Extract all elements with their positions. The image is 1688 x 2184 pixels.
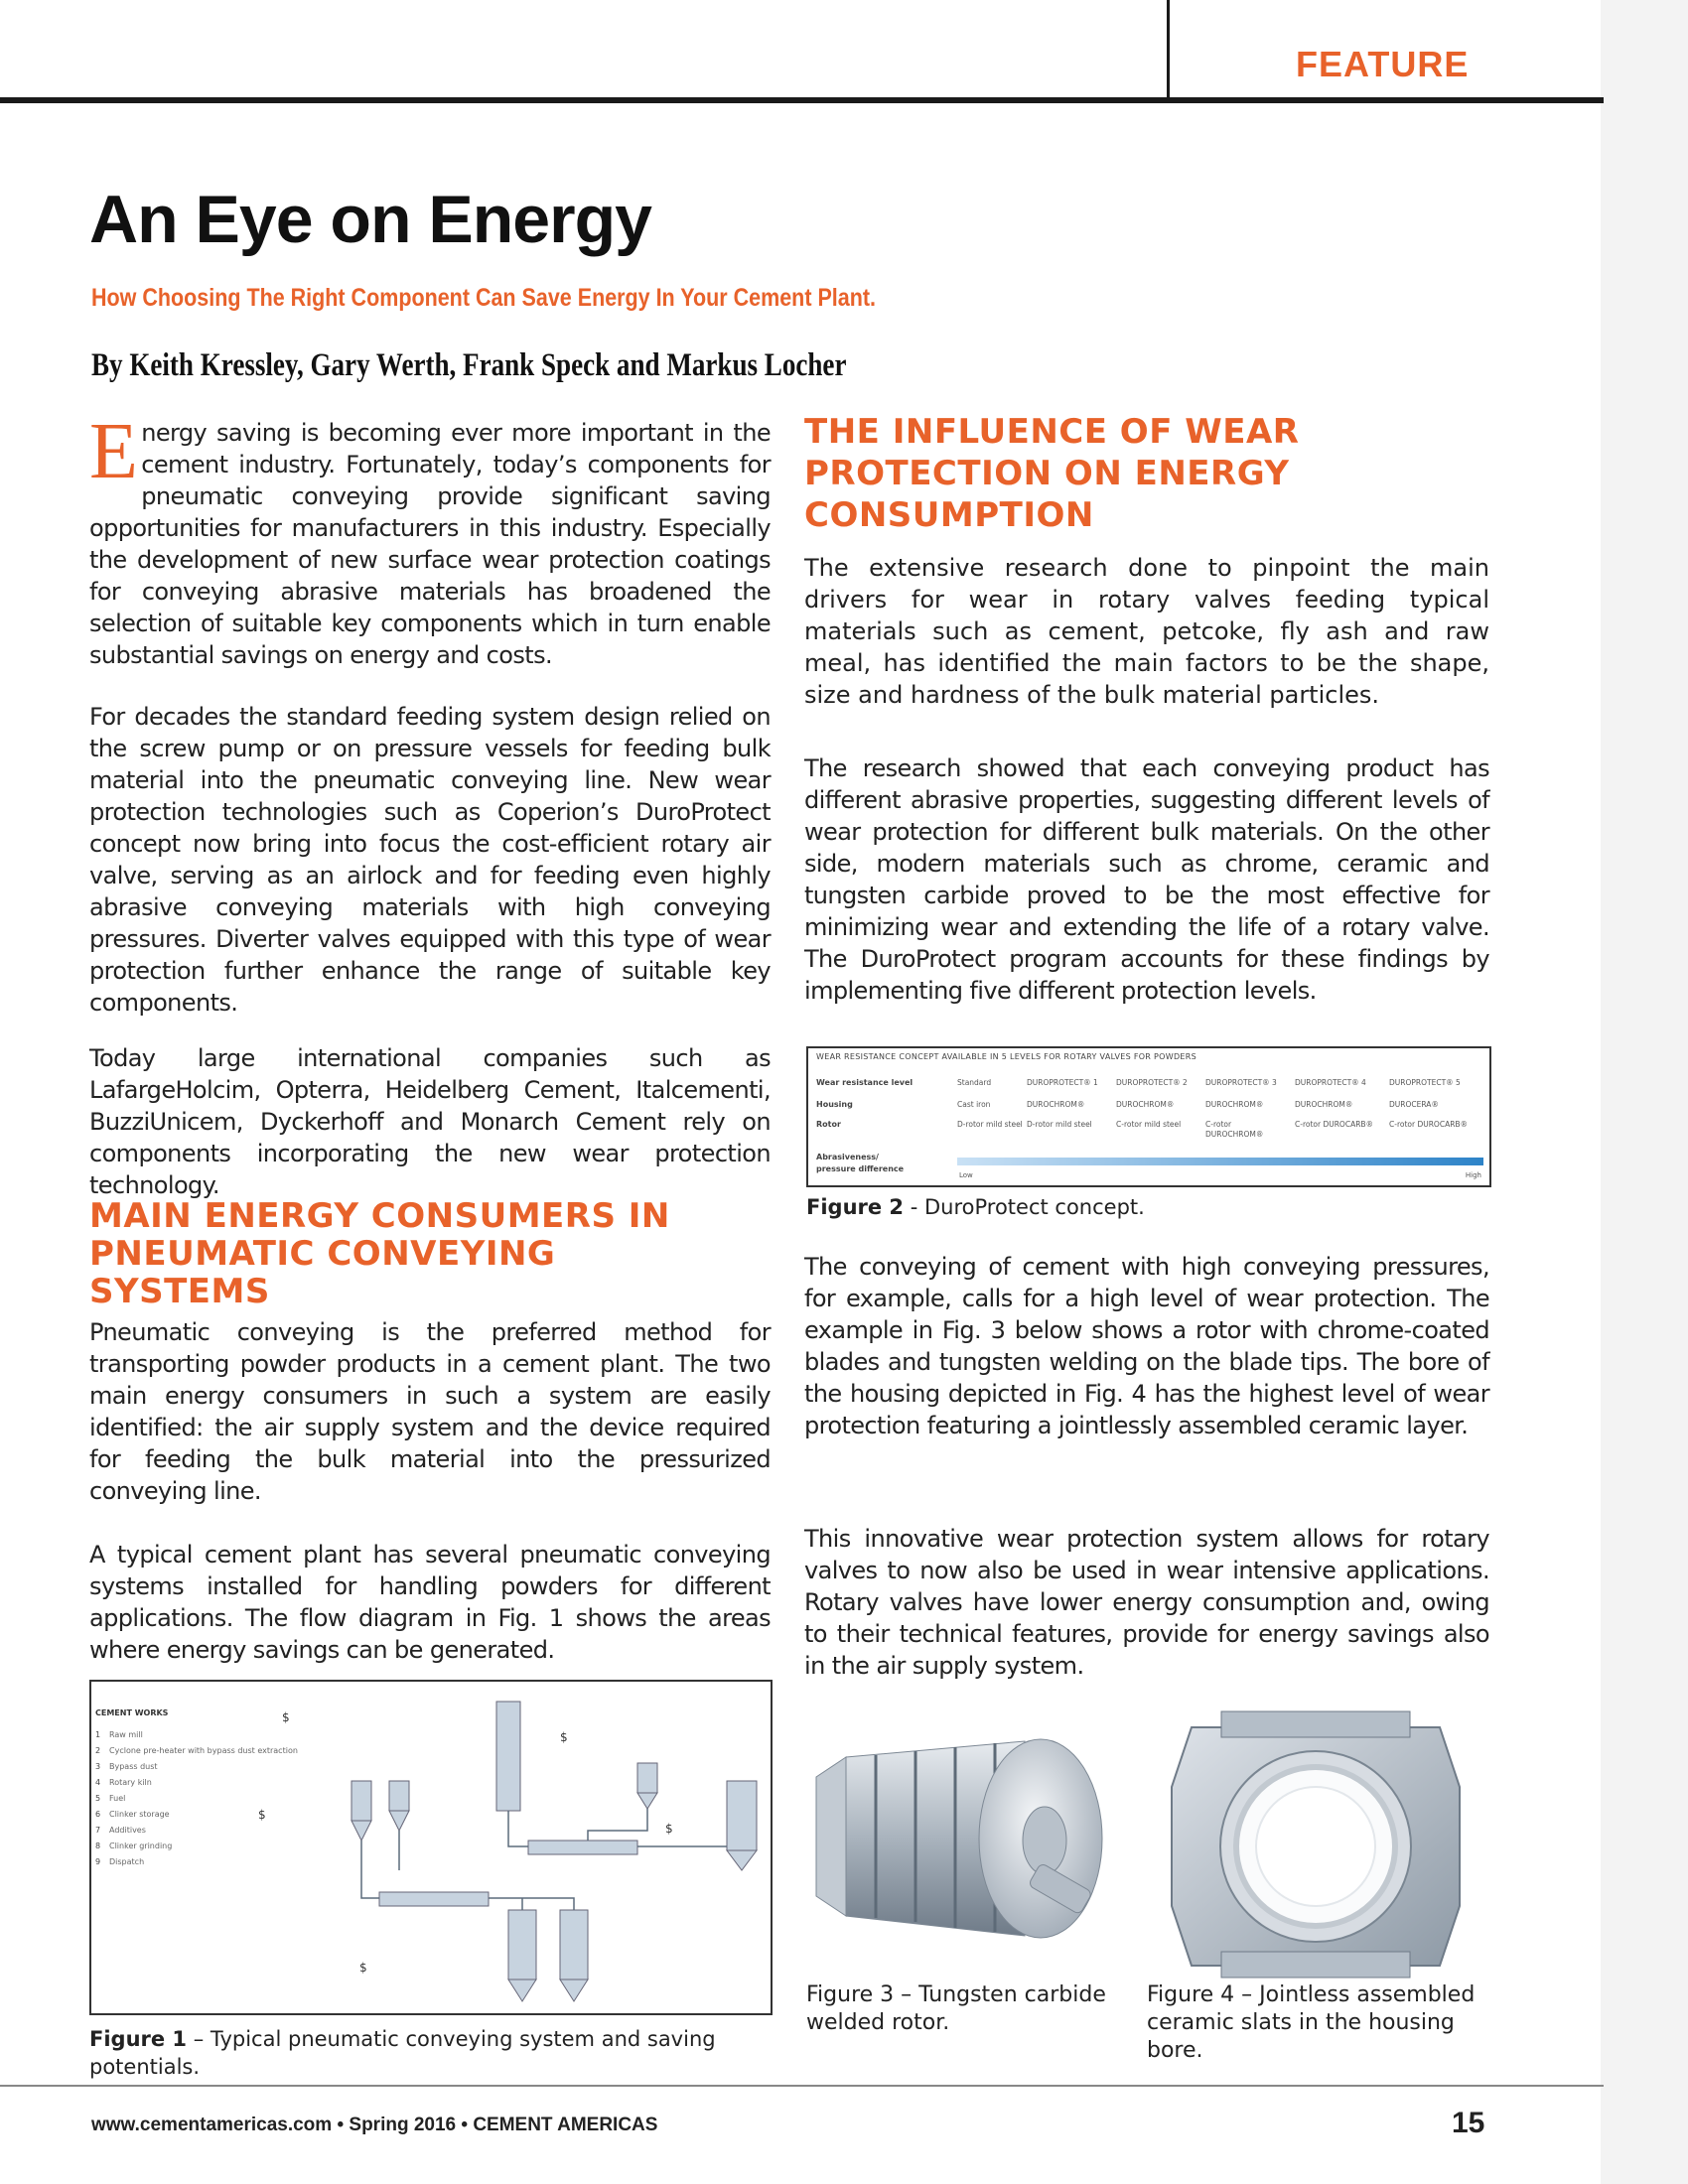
paragraph-6: The extensive research done to pinpoint the main drivers for wear in rotary valves feeding typical materials such as cement, petcoke, fly ash and raw meal, has identified the main factors to be the shape, size and hardness of the bulk material particles. <box>804 554 1489 709</box>
figure-1-legend-number: 6 <box>95 1810 101 1819</box>
scale-low-label: Low <box>959 1171 973 1179</box>
saving-mark-2: $ <box>560 1730 568 1744</box>
footer-rule <box>0 2085 1604 2087</box>
figure-2-caption-label: Figure 2 <box>806 1195 905 1219</box>
saving-mark-5: $ <box>665 1822 673 1836</box>
additives-silo-cone <box>352 1821 371 1841</box>
figure-1-legend-number: 5 <box>95 1794 101 1803</box>
figure-1-legend-label: Cyclone pre-heater with bypass dust extraction <box>109 1746 298 1755</box>
table-cell-housing: DUROCHROM® <box>1027 1100 1085 1109</box>
article-byline: By Keith Kressley, Gary Werth, Frank Speck and Markus Locher <box>91 347 847 383</box>
saving-mark-4: $ <box>359 1961 367 1975</box>
figure-1-legend-number: 9 <box>95 1857 101 1866</box>
figure-1-flow-svg <box>91 1682 771 2013</box>
row-label-abrasiveness: Abrasiveness/ pressure difference <box>816 1153 905 1173</box>
paragraph-7: The research showed that each conveying product has different abrasive properties, suggesting different levels of wear protection for different bulk materials. On the other side, modern materials such as chrome, ceramic and tungsten carbide proved to be the most effective for minimizing wear and extending the life of a rotary valve. The DuroProtect program accounts for these findings by implementing five different protection levels. <box>804 754 1489 1005</box>
row-label-level: Wear resistance level <box>816 1078 914 1087</box>
figure-1-legend-label: Dispatch <box>109 1857 145 1866</box>
paragraph-intro-text: nergy saving is becoming ever more important in the cement industry. Fortunately, today’s components for pneumatic conveying provide significant saving opportunities for manufacturers in this industry. Especially the development of new surface wear protection coatings for conveying abrasive materials has broadened the selection of suitable key components which in turn enable substantial savings on energy and costs. <box>89 419 771 669</box>
bypass-silo <box>389 1781 409 1811</box>
page-number: 15 <box>1452 2107 1485 2139</box>
figure-2-table-title: WEAR RESISTANCE CONCEPT AVAILABLE IN 5 LEVELS FOR ROTARY VALVES FOR POWDERS <box>816 1052 1196 1061</box>
article-subtitle: How Choosing The Right Component Can Save Energy In Your Cement Plant. <box>91 284 876 312</box>
abrasiveness-scale-bar <box>957 1158 1483 1165</box>
figure-1-diagram <box>89 1680 773 2015</box>
footer-publication: www.cementamericas.com • Spring 2016 • CEMENT AMERICAS <box>91 2115 658 2135</box>
saving-mark-1: $ <box>282 1710 290 1724</box>
clinker-storage-cone <box>727 1850 757 1870</box>
dispatch-silo-1 <box>508 1910 536 1979</box>
figure-1-caption-text: – Typical pneumatic conveying system and saving potentials. <box>89 2027 716 2079</box>
table-cell-level: DUROPROTECT® 5 <box>1389 1078 1461 1087</box>
figure-1-legend-number: 1 <box>95 1730 101 1739</box>
table-cell-housing: DUROCHROM® <box>1116 1100 1175 1109</box>
figure-3-caption: Figure 3 – Tungsten carbide welded rotor. <box>806 1982 1106 2035</box>
scale-high-label: High <box>1465 1171 1481 1179</box>
rotor-illustration <box>806 1717 1132 1978</box>
header-divider <box>1167 0 1170 99</box>
table-cell-rotor: C-rotor mild steel <box>1116 1120 1182 1129</box>
table-cell-housing: DUROCHROM® <box>1295 1100 1353 1109</box>
figure-1-legend-number: 4 <box>95 1778 101 1787</box>
figure-2-table <box>806 1046 1491 1187</box>
paragraph-4: Pneumatic conveying is the preferred method for transporting powder products in a cement plant. The two main energy consumers in such a system are easily identified: the air supply system and the device required for feeding the bulk material into the pressurized conveying line. <box>89 1318 771 1505</box>
table-cell-level: Standard <box>957 1078 992 1087</box>
table-cell-rotor: C-rotor DUROCARB® <box>1389 1120 1469 1129</box>
row-label-housing: Housing <box>816 1100 853 1109</box>
header-rule <box>0 97 1604 103</box>
figure-1-legend-number: 3 <box>95 1762 101 1771</box>
paragraph-9: This innovative wear protection system allows for rotary valves to now also be used in wear intensive applications. Rotary valves have lower energy consumption and, owing to their technical features, provide for energy savings also in the air supply system. <box>804 1525 1489 1680</box>
figure-1-legend <box>95 1730 298 1866</box>
figure-1-legend-number: 8 <box>95 1842 101 1850</box>
figure-1-legend-label: Rotary kiln <box>109 1778 152 1787</box>
table-cell-housing: DUROCERA® <box>1389 1100 1439 1109</box>
figure-1-legend-label: Bypass dust <box>109 1762 158 1771</box>
paragraph-3: Today large international companies such as LafargeHolcim, Opterra, Heidelberg Cement, Italcementi, BuzziUnicem, Dyckerhoff and Monarch Cement rely on components incorporating the new wear protection technology. <box>89 1044 771 1199</box>
figure-3-rotor-image <box>806 1717 1132 1978</box>
clinker-grinding <box>379 1892 489 1906</box>
dispatch-silo-1-cone <box>508 1979 536 2001</box>
figure-1-legend-label: Additives <box>109 1826 146 1835</box>
clinker-storage <box>727 1781 757 1850</box>
table-cell-level: DUROPROTECT® 1 <box>1027 1078 1098 1087</box>
dispatch-silo-2 <box>560 1910 588 1979</box>
table-cell-level: DUROPROTECT® 2 <box>1116 1078 1188 1087</box>
heading-wear-protection: THE INFLUENCE OF WEAR PROTECTION ON ENERGY CONSUMPTION <box>804 412 1300 535</box>
row-label-rotor: Rotor <box>816 1120 841 1129</box>
section-label: FEATURE <box>1296 44 1470 84</box>
figure-1-legend-label: Raw mill <box>109 1730 143 1739</box>
figure-2-caption <box>806 1193 1491 1221</box>
figure-1-caption-label: Figure 1 <box>89 2027 188 2051</box>
paragraph-5: A typical cement plant has several pneumatic conveying systems installed for handling powders for different applications. The flow diagram in Fig. 1 shows the areas where energy savings can be generated. <box>89 1541 771 1664</box>
table-cell-rotor: C-rotor DUROCHROM® <box>1205 1120 1264 1139</box>
figure-4-housing-image <box>1152 1707 1479 1980</box>
figure-1-legend-number: 2 <box>95 1746 101 1755</box>
table-cell-rotor: C-rotor DUROCARB® <box>1295 1120 1374 1129</box>
table-cell-level: DUROPROTECT® 3 <box>1205 1078 1277 1087</box>
figure-1-legend-label: Clinker grinding <box>109 1842 173 1850</box>
bypass-silo-cone <box>389 1811 409 1831</box>
housing-illustration <box>1152 1707 1479 1980</box>
figure-1-legend-title: CEMENT WORKS <box>95 1708 169 1717</box>
rotary-kiln <box>528 1841 637 1854</box>
fuel-silo <box>637 1763 657 1793</box>
fuel-silo-cone <box>637 1793 657 1809</box>
figure-1-legend-label: Fuel <box>109 1794 126 1803</box>
figure-1-legend-number: 7 <box>95 1826 101 1835</box>
article-title: An Eye on Energy <box>89 182 651 257</box>
table-cell-housing: DUROCHROM® <box>1205 1100 1264 1109</box>
figure-1-caption <box>89 2025 771 2081</box>
table-cell-rotor: D-rotor mild steel <box>1027 1120 1092 1129</box>
table-cell-rotor: D-rotor mild steel <box>957 1120 1023 1129</box>
drop-cap: E <box>89 408 138 495</box>
saving-mark-3: $ <box>258 1808 266 1822</box>
paragraph-8: The conveying of cement with high conveying pressures, for example, calls for a high level of wear protection. The example in Fig. 3 below shows a rotor with chrome-coated blades and tungsten welding on the blade tips. The bore of the housing depicted in Fig. 4 has the highest level of wear protection featuring a jointlessly assembled ceramic layer. <box>804 1253 1489 1439</box>
paragraph-intro <box>89 408 771 671</box>
dispatch-silo-2-cone <box>560 1979 588 2001</box>
page-edge-strip <box>1601 0 1688 2184</box>
heading-main-energy-consumers: MAIN ENERGY CONSUMERS IN PNEUMATIC CONVEYING SYSTEMS <box>89 1196 670 1311</box>
paragraph-2: For decades the standard feeding system design relied on the screw pump or on pressure vessels for feeding bulk material into the pneumatic conveying line. New wear protection technologies such as Coperion’s DuroProtect concept now bring into focus the cost-efficient rotary air valve, serving as an airlock and for feeding even highly abrasive conveying materials with high conveying pressures. Diverter valves equipped with this type of wear protection further enhance the range of suitable key components. <box>89 703 771 1017</box>
preheater-tower <box>496 1702 520 1811</box>
additives-silo <box>352 1781 371 1821</box>
table-cell-housing: Cast iron <box>957 1100 991 1109</box>
figure-1-legend-label: Clinker storage <box>109 1810 170 1819</box>
figure-4-caption: Figure 4 – Jointless assembled ceramic slats in the housing bore. <box>1147 1982 1476 2063</box>
table-cell-level: DUROPROTECT® 4 <box>1295 1078 1366 1087</box>
figure-2-caption-text: - DuroProtect concept. <box>904 1195 1145 1219</box>
